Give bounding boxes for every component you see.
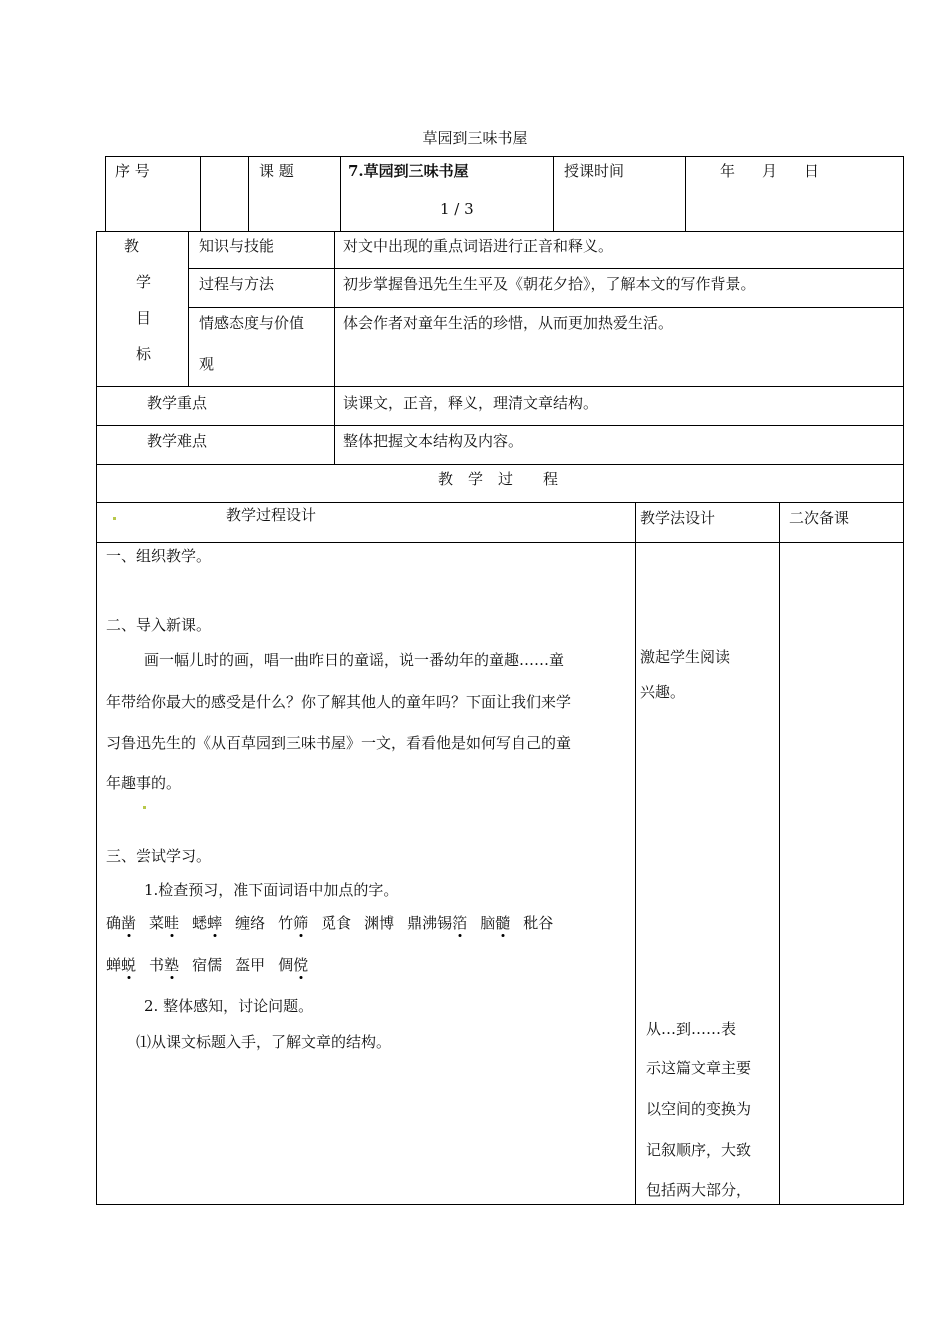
vocab-word: 盔甲 [235,956,266,974]
page-indicator: 1 / 3 [440,200,474,218]
difficulty-label: 教学难点 [147,432,208,450]
header-divider [340,156,341,231]
vocab-word: 脑髓 [480,914,511,932]
header-top-border [105,156,904,157]
goal-content: 初步掌握鲁迅先生生平及《朝花夕拾》，了解本文的写作背景。 [343,275,756,293]
emphasized-char: 蟀 [207,914,223,932]
main-right-border [903,231,904,1205]
process-heading: 教 学 过 程 [438,470,559,488]
intro-line: 画一幅儿时的画，唱一曲昨日的童谣，说一番幼年的童趣……童 [144,651,565,669]
focus-label: 教学重点 [147,394,208,412]
intro-line: 年带给你最大的感受是什么？你了解其他人的童年吗？下面让我们来学 [106,693,572,711]
decorative-dot [143,806,146,809]
column-method: 教学法设计 [640,509,716,527]
header-left-border [105,156,106,231]
vocab-word: 蝉蜕 [106,956,137,974]
decorative-dot [113,517,116,520]
date-month: 月 [762,162,778,180]
main-top-border [96,231,904,232]
item-2: 2. 整体感知，讨论问题。 [144,997,314,1015]
main-left-border [96,231,97,1205]
emphasized-char: 箔 [452,914,468,932]
goal-label: 情感态度与价值 [199,314,305,332]
goal-content: 体会作者对童年生活的珍惜，从而更加热爱生活。 [343,314,674,332]
goals-label-char: 目 [136,309,152,327]
vocab-word: 宿儒 [192,956,223,974]
method-note: 从…到……表 [646,1020,737,1038]
vocab-word: 觅食 [321,914,352,932]
emphasized-char: 髓 [495,914,511,932]
item-2-1: ⑴从课文标题入手，了解文章的结构。 [136,1033,392,1051]
focus-content: 读课文，正音，释义，理清文章结构。 [343,394,599,412]
vocab-word: 渊博 [364,914,395,932]
emphasized-char: 蜕 [121,956,137,974]
row-border [96,425,904,426]
date-day: 日 [804,162,820,180]
column-divider [779,502,780,1204]
intro-line: 习鲁迅先生的《从百草园到三味书屋》一文，看看他是如何写自己的童 [106,734,572,752]
emphasized-char: 筛 [293,914,309,932]
row-border [96,502,904,503]
time-label: 授课时间 [564,162,625,180]
header-right-border [903,156,904,231]
vocab-word: 竹筛 [278,914,309,932]
vocab-row [106,913,553,933]
emphasized-char: 凿 [121,914,137,932]
goal-label: 过程与方法 [199,275,275,293]
item-1: 1.检查预习，准下面词语中加点的字。 [144,881,399,899]
emphasized-char: 傥 [293,956,309,974]
vocab-word: 秕谷 [523,914,554,932]
column-divider [635,502,636,1204]
vocab-row [106,955,308,975]
emphasized-char: 畦 [164,914,180,932]
keti-value: 7.草园到三味书屋 [348,162,469,180]
section-1: 一、组织教学。 [106,547,212,565]
goals-label-char: 教 [124,237,140,255]
goal-label: 知识与技能 [199,237,275,255]
emphasized-char: 塾 [164,956,180,974]
method-note: 记叙顺序，大致 [646,1141,752,1159]
vocab-word: 书塾 [149,956,180,974]
difficulty-content: 整体把握文本结构及内容。 [343,432,524,450]
header-divider [553,156,554,231]
row-border [96,464,904,465]
intro-line: 年趣事的。 [106,774,182,792]
row-border [96,542,904,543]
row-border [188,268,904,269]
vocab-word: 鼎沸锡箔 [407,914,468,932]
method-note: 兴趣。 [640,683,686,701]
vocab-word: 缠络 [235,914,266,932]
header-divider [248,156,249,231]
method-note: 包括两大部分， [646,1181,752,1199]
column-design: 教学过程设计 [226,506,317,524]
goal-content: 对文中出现的重点词语进行正音和释义。 [343,237,614,255]
content-divider [334,231,335,465]
section-3: 三、尝试学习。 [106,847,212,865]
xuhao-label: 序 号 [115,162,150,180]
header-divider [200,156,201,231]
goals-label-char: 学 [136,273,152,291]
goals-divider [188,231,189,386]
vocab-word: 确凿 [106,914,137,932]
header-divider [685,156,686,231]
main-bottom-border [96,1204,904,1205]
date-year: 年 [720,162,736,180]
column-backup: 二次备课 [789,509,850,527]
row-border [188,307,904,308]
vocab-word: 菜畦 [149,914,180,932]
document-title: 草园到三味书屋 [422,129,528,147]
section-2: 二、导入新课。 [106,616,212,634]
keti-label: 课 题 [259,162,294,180]
vocab-word: 倜傥 [278,956,309,974]
row-border [96,386,904,387]
goals-label-char: 标 [136,345,152,363]
method-note: 示这篇文章主要 [646,1059,752,1077]
method-note: 激起学生阅读 [640,648,731,666]
method-note: 以空间的变换为 [646,1100,752,1118]
goal-label: 观 [199,355,215,373]
vocab-word: 蟋蟀 [192,914,223,932]
